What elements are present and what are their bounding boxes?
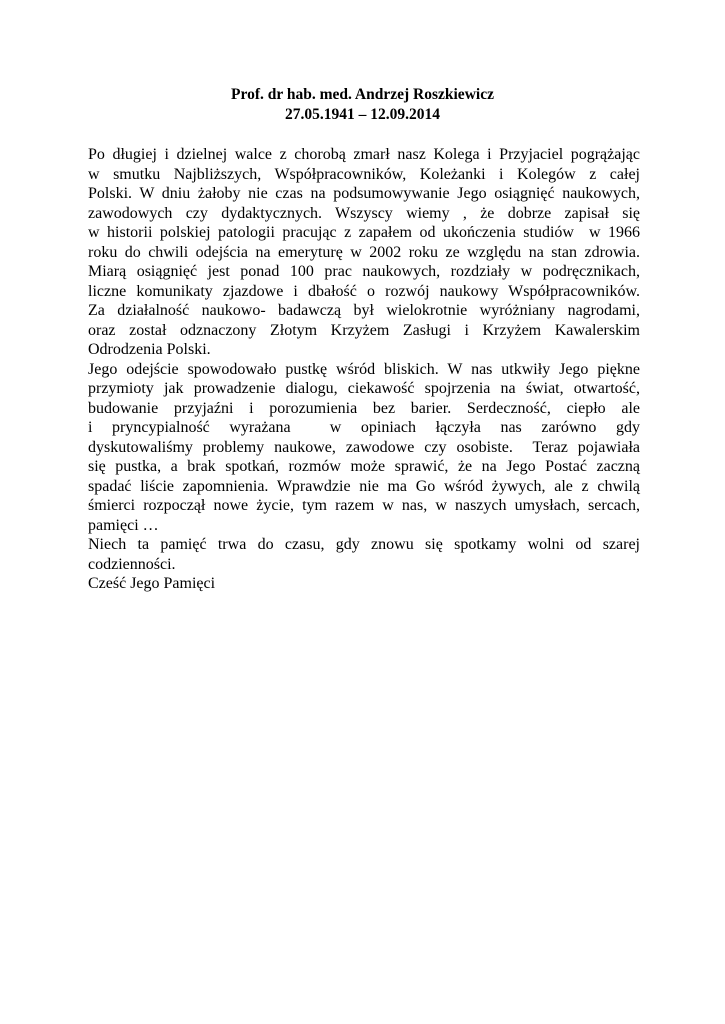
text-line: Niech ta pamięć trwa do czasu, gdy znowu się spotkamy wolni od szarej — [88, 536, 640, 553]
text-line: oraz został odznaczony Złotym Krzyżem Zasługi i Krzyżem Kawalerskim — [88, 321, 640, 339]
text-line: i pryncypialność wyrażana w opiniach łączyła nas zarówno gdy — [88, 419, 640, 436]
text-line: Cześć Jego Pamięci — [88, 575, 216, 592]
person-name-title: Prof. dr hab. med. Andrzej Roszkiewicz — [231, 86, 494, 103]
obituary-heading — [0, 85, 725, 125]
text-line: pamięci … — [88, 516, 159, 534]
text-line: dyskutowaliśmy problemy naukowe, zawodowe czy osobiste. Teraz pojawiała — [88, 438, 640, 456]
text-line: Po długiej i dzielnej walce z chorobą zmarł nasz Kolega i Przyjaciel pogrążając — [88, 146, 640, 163]
text-line: w historii polskiej patologii pracując z zapałem od ukończenia studiów w 1966 — [88, 224, 640, 241]
text-line: zawodowych czy dydaktycznych. Wszyscy wiemy , że dobrze zapisał się — [88, 204, 640, 222]
text-line: liczne komunikaty zjazdowe i dbałość o rozwój naukowy Współpracowników. — [88, 282, 640, 300]
text-line: Odrodzenia Polski. — [88, 341, 211, 358]
text-line: się pustka, a brak spotkań, rozmów może sprawić, że na Jego Postać zaczną — [88, 458, 640, 475]
paragraph-wish — [88, 535, 640, 574]
text-line: Jego odejście spowodowało pustkę wśród bliskich. W nas utkwiły Jego piękne — [88, 360, 640, 378]
life-dates: 27.05.1941 – 12.09.2014 — [285, 106, 440, 123]
paragraph-closing — [88, 574, 640, 594]
text-line: spadać liście zapomnienia. Wprawdzie nie ma Go wśród żywych, ale z chwilą — [88, 477, 640, 495]
text-line: Za działalność naukowo- badawczą był wielokrotnie wyróżniany nagrodami, — [88, 302, 640, 319]
text-line: codzienności. — [88, 555, 176, 573]
paragraph-tribute — [88, 145, 640, 360]
text-line: w smutku Najbliższych, Współpracowników, Koleżanki i Kolegów z całej — [88, 165, 640, 183]
text-line: śmierci rozpoczął nowe życie, tym razem w nas, w naszych umysłach, sercach, — [88, 497, 640, 514]
obituary-body — [88, 145, 640, 594]
text-line: przymioty jak prowadzenie dialogu, ciekawość spojrzenia na świat, otwartość, — [88, 380, 640, 397]
text-line: Polski. W dniu żałoby nie czas na podsumowywanie Jego osiągnięć naukowych, — [88, 185, 640, 202]
text-line: budowanie przyjaźni i porozumienia bez barier. Serdeczność, ciepło ale — [88, 399, 640, 417]
paragraph-memories — [88, 360, 640, 536]
text-line: Miarą osiągnięć jest ponad 100 prac naukowych, rozdziały w podręcznikach, — [88, 263, 640, 280]
text-line: roku do chwili odejścia na emeryturę w 2002 roku ze względu na stan zdrowia. — [88, 243, 640, 261]
